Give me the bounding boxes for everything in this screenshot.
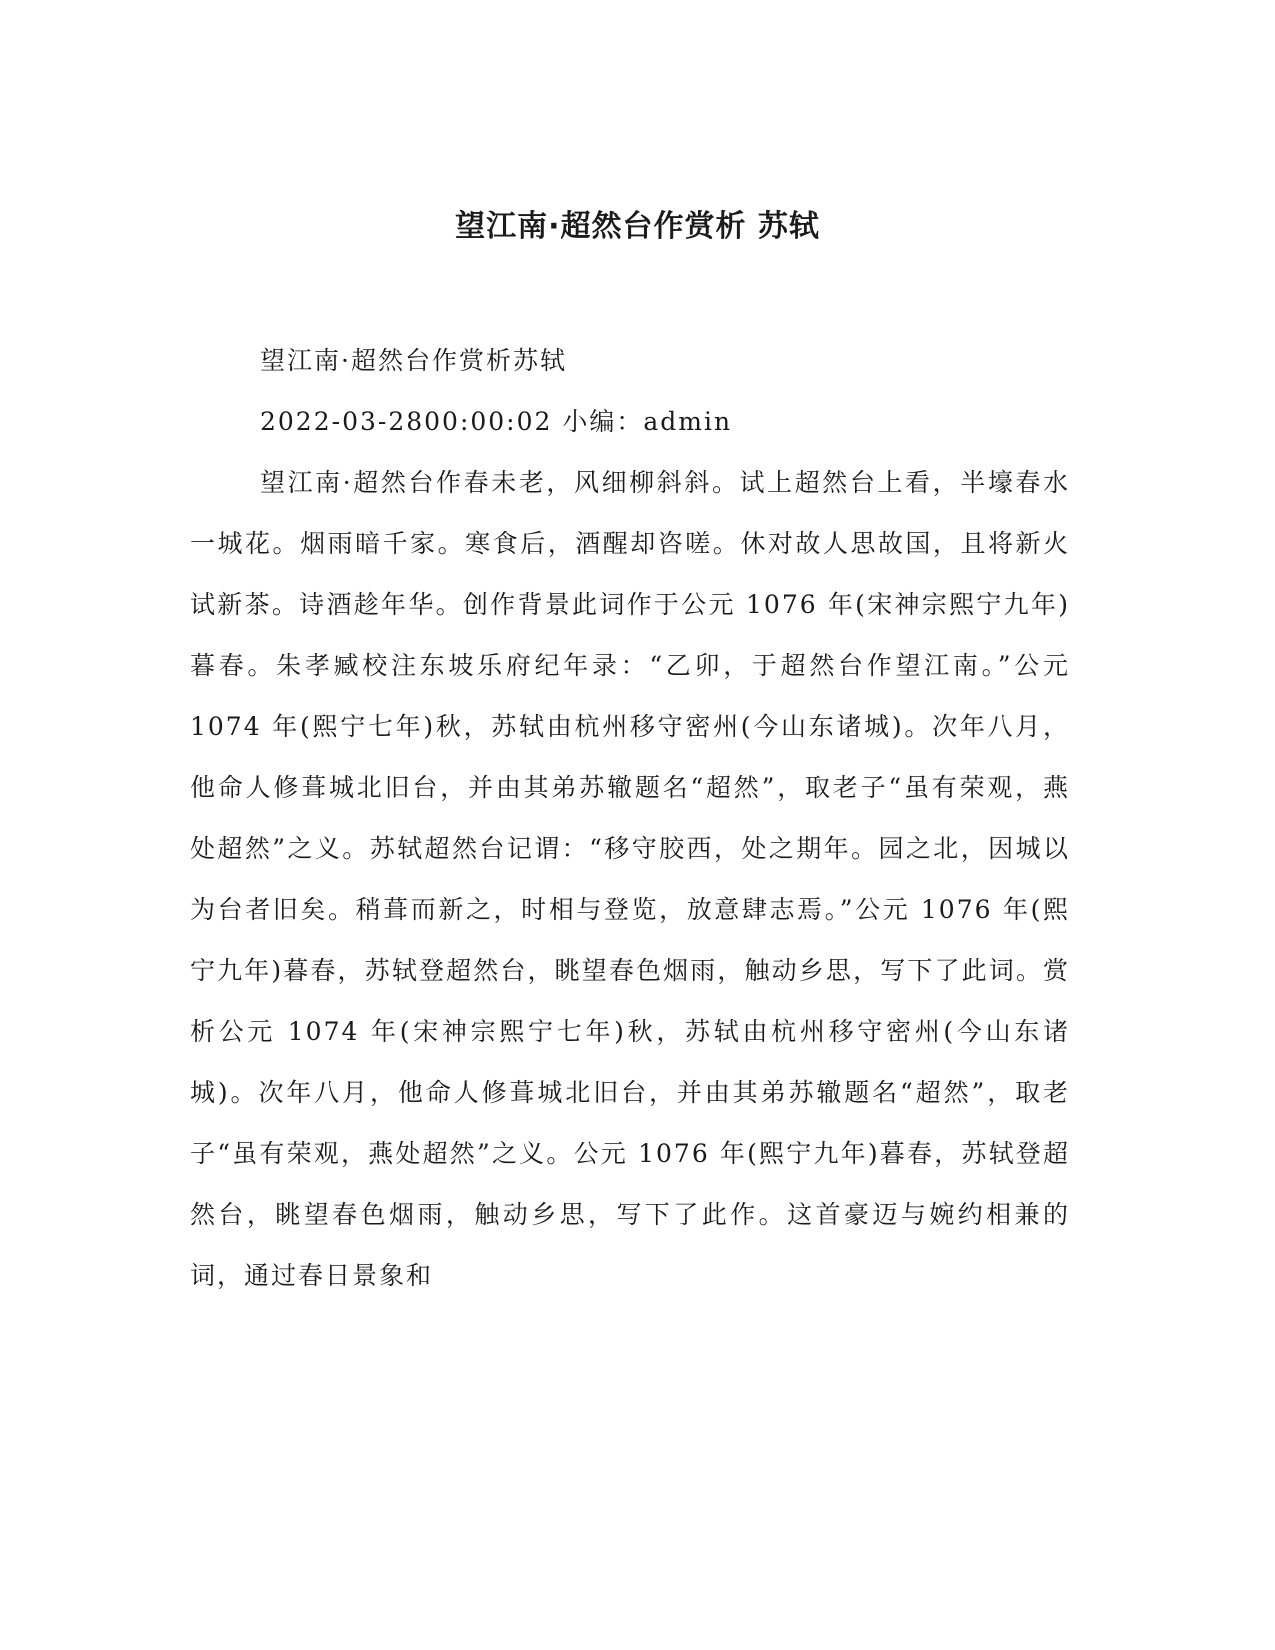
meta-line: 2022-03-2800:00:02 小编：admin	[260, 407, 733, 436]
subtitle-line: 望江南·超然台作赏析苏轼	[260, 346, 567, 375]
page-title: 望江南·超然台作赏析 苏轼	[455, 209, 820, 244]
body-paragraph: 望江南·超然台作春未老，风细柳斜斜。试上超然台上看，半壕春水一城花。烟雨暗千家。寒食后，酒醒却咨嗟。休对故人思故国，且将新火试新茶。诗酒趁年华。创作背景此词作于公元 1076 年(宋神宗熙宁九年)暮春。朱孝臧校注东坡乐府纪年录：“乙卯，于超然台作望江南。”公元 1074 年(熙宁七年)秋，苏轼由杭州移守密州(今山东诸城)。次年八月，他命人修葺城北旧台，并由其弟苏辙题名“超然”，取老子“虽有荣观，燕处超然”之义。苏轼超然台记谓：“移守胶西，处之期年。园之北，因城以为台者旧矣。稍葺而新之，时相与登览，放意肆志焉。”公元 1076 年(熙宁九年)暮春，苏轼登超然台，眺望春色烟雨，触动乡思，写下了此词。赏析公元 1074 年(宋神宗熙宁七年)秋，苏轼由杭州移守密州(今山东诸城)。次年八月，他命人修葺城北旧台，并由其弟苏辙题名“超然”，取老子“虽有荣观，燕处超然”之义。公元 1076 年(熙宁九年)暮春，苏轼登超然台，眺望春色烟雨，触动乡思，写下了此作。这首豪迈与婉约相兼的词，通过春日景象和	[190, 468, 1070, 1290]
document-body	[190, 330, 1070, 1306]
